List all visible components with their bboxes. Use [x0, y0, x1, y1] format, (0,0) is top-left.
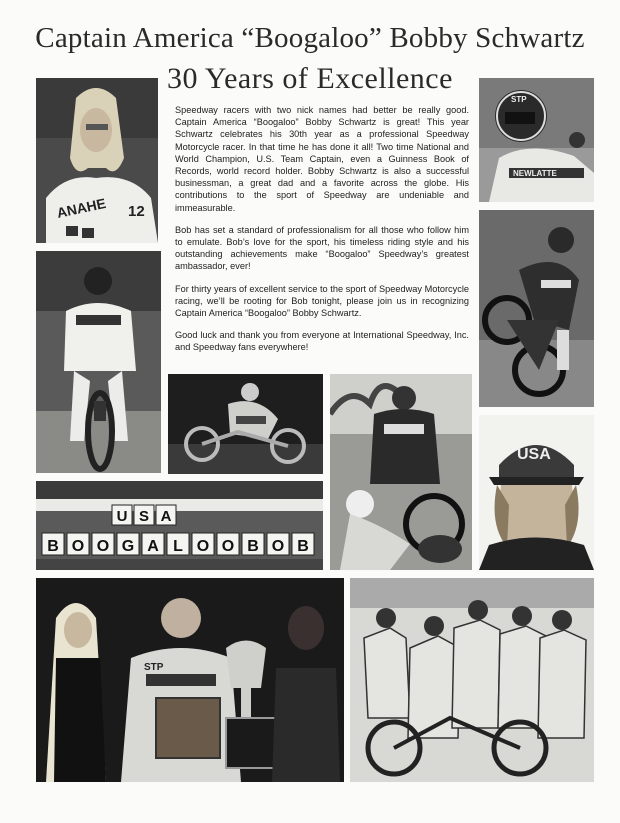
- jersey-text: NEWLATTE: [513, 169, 557, 178]
- banner-letter: B: [297, 538, 309, 555]
- banner-letter: S: [138, 508, 150, 525]
- page-title: Captain America “Boogaloo” Bobby Schwartz: [35, 22, 585, 54]
- photo-boogaloo-banner: [36, 481, 323, 570]
- banner-letter: L: [173, 538, 183, 555]
- banner-letter: A: [160, 508, 172, 525]
- photo-rider-leaning: [479, 210, 594, 407]
- photo-team-group: [350, 578, 594, 782]
- photo-young-rider: [36, 78, 158, 243]
- article-paragraph: Speedway racers with two nick names had better be really good. Captain America “Boogaloo” Bobby Schwartz is great! This year Schwartz celebrates his 30th year as a professional Speedway Motorcycle racer. In that time he has done it all! Two time National and World Champion, U.S. Team Captain, even a Guinness Book of Records, world record holder. Bobby Schwartz is also a successful businessman, a great dad and a favorite across the globe. His contributions to the sport of Speedway are undeniable and immeasurable.: [175, 105, 469, 213]
- banner-letter: A: [147, 538, 159, 555]
- photo-rider-white-suit: [36, 251, 161, 473]
- page-subtitle: 30 Years of Excellence: [167, 62, 453, 95]
- banner-letter: G: [121, 538, 135, 555]
- photo-rider-with-spectator: [330, 374, 472, 570]
- banner-letter: B: [47, 538, 59, 555]
- banner-letter: O: [71, 538, 85, 555]
- banner-letter: O: [221, 538, 235, 555]
- article-paragraph: For thirty years of excellent service to the sport of Speedway Motorcycle racing, we’ll be rooting for Bob tonight, please join us in recognizing Captain America “Boogaloo” Bobby Schwartz.: [175, 283, 469, 319]
- banner-letter: O: [271, 538, 285, 555]
- article-body: [175, 104, 469, 364]
- photo-trophy-presentation: [36, 578, 344, 782]
- article-paragraph: Bob has set a standard of professionalism for all those who follow him to emulate. Bob’s love for the sport, his timeless riding style and his outstanding achievements make “Boogaloo” Speedway’s greatest ambassador, ever!: [175, 224, 469, 272]
- photo-race-action: [168, 374, 323, 474]
- photo-portrait-usa-cap: [479, 415, 594, 570]
- jersey-text: ANAHE: [55, 194, 108, 221]
- helmet-logo: STP: [511, 95, 527, 104]
- jersey-number: 12: [128, 203, 145, 220]
- banner-letter: B: [247, 538, 259, 555]
- cap-text: USA: [517, 446, 551, 463]
- article-paragraph: Good luck and thank you from everyone at International Speedway, Inc. and Speedway fans everywhere!: [175, 330, 469, 353]
- banner-letter: O: [196, 538, 210, 555]
- banner-letter: O: [96, 538, 110, 555]
- trophy-logo: STP: [144, 662, 164, 673]
- banner-letter: U: [116, 508, 128, 525]
- photo-helmet-rider: [479, 78, 594, 202]
